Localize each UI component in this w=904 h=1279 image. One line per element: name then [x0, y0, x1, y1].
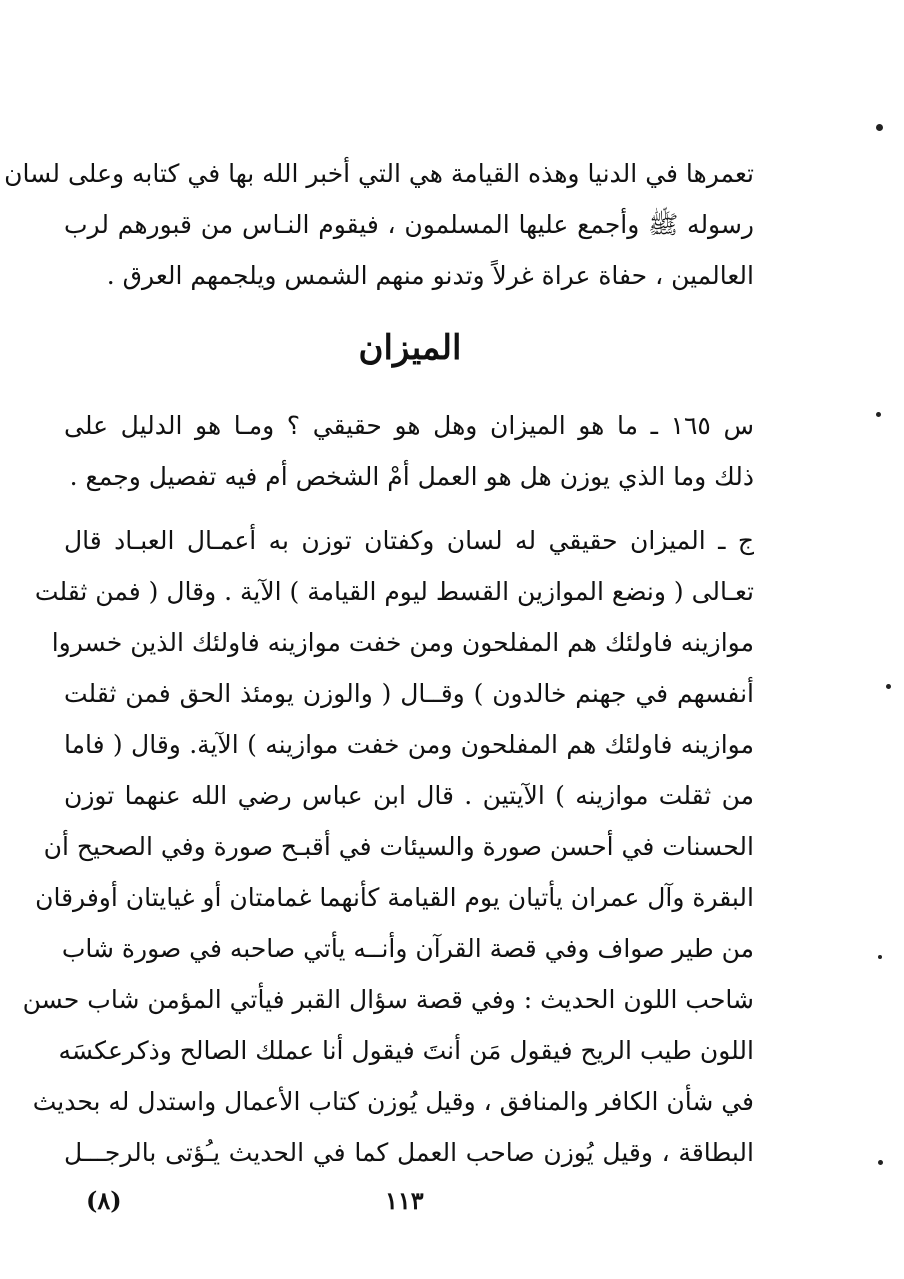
answer-line: من ثقلت موازينه ) الآيتين . قال ابن عباس رضي الله عنهما توزن: [64, 781, 754, 810]
answer-line: موازينه فاولئك هم المفلحون ومن خفت موازينه ) الآية. وقال ( فاما: [64, 730, 754, 759]
signature-mark: (٨): [86, 1186, 122, 1215]
question-paragraph: [64, 400, 754, 502]
intro-line: رسوله ﷺ وأجمع عليها المسلمون ، فيقوم النـاس من قبورهم لرب: [64, 210, 754, 239]
question-line: ذلك وما الذي يوزن هل هو العمل أمْ الشخص أم فيه تفصيل وجمع .: [69, 462, 754, 491]
scan-speck: [886, 684, 891, 689]
answer-line: شاحب اللون الحديث : وفي قصة سؤال القبر فيأتي المؤمن شاب حسن: [22, 985, 754, 1014]
answer-line: في شأن الكافر والمنافق ، وقيل يُوزن كتاب الأعمال واستدل له بحديث: [32, 1087, 754, 1116]
answer-line: البقرة وآل عمران يأتيان يوم القيامة كأنهما غمامتان أو غيايتان أوفرقان: [35, 883, 754, 912]
section-heading: الميزان: [358, 328, 462, 368]
answer-line: اللون طيب الريح فيقول مَن أنتَ فيقول أنا عملك الصالح وذكرعكسَه: [58, 1036, 754, 1065]
scan-speck: [876, 412, 881, 417]
answer-line: الحسنات في أحسن صورة والسيئات في أقبـح صورة وفي الصحيح أن: [43, 832, 754, 861]
answer-line: أنفسهم في جهنم خالدون ) وقــال ( والوزن يومئذ الحق فمن ثقلت: [64, 679, 754, 708]
answer-line: ج ـ الميزان حقيقي له لسان وكفتان توزن به أعمـال العبـاد قال: [64, 526, 754, 555]
page-number: ١١٣: [385, 1186, 424, 1215]
answer-line: البطاقة ، وقيل يُوزن صاحب العمل كما في الحديث يـُؤتى بالرجـــل: [64, 1138, 754, 1167]
answer-line: موازينه فاولئك هم المفلحون ومن خفت موازينه فاولئك الذين خسروا: [51, 628, 754, 657]
intro-line: العالمين ، حفاة عراة غرلاً وتدنو منهم الشمس ويلجمهم العرق .: [106, 261, 754, 290]
question-line: س ١٦٥ ـ ما هو الميزان وهل هو حقيقي ؟ ومـا هو الدليل على: [64, 411, 754, 440]
intro-paragraph: [4, 148, 754, 301]
answer-line: من طير صواف وفي قصة القرآن وأنــه يأتي صاحبه في صورة شاب: [61, 934, 754, 963]
intro-line: تعمرها في الدنيا وهذه القيامة هي التي أخبر الله بها في كتابه وعلى لسان: [4, 159, 754, 188]
scan-speck: [876, 124, 883, 131]
answer-line: تعـالى ( ونضع الموازين القسط ليوم القيامة ) الآية . وقال ( فمن ثقلت: [34, 577, 754, 606]
answer-paragraph: [22, 515, 754, 1178]
scan-speck: [878, 955, 882, 959]
scan-speck: [878, 1160, 883, 1165]
